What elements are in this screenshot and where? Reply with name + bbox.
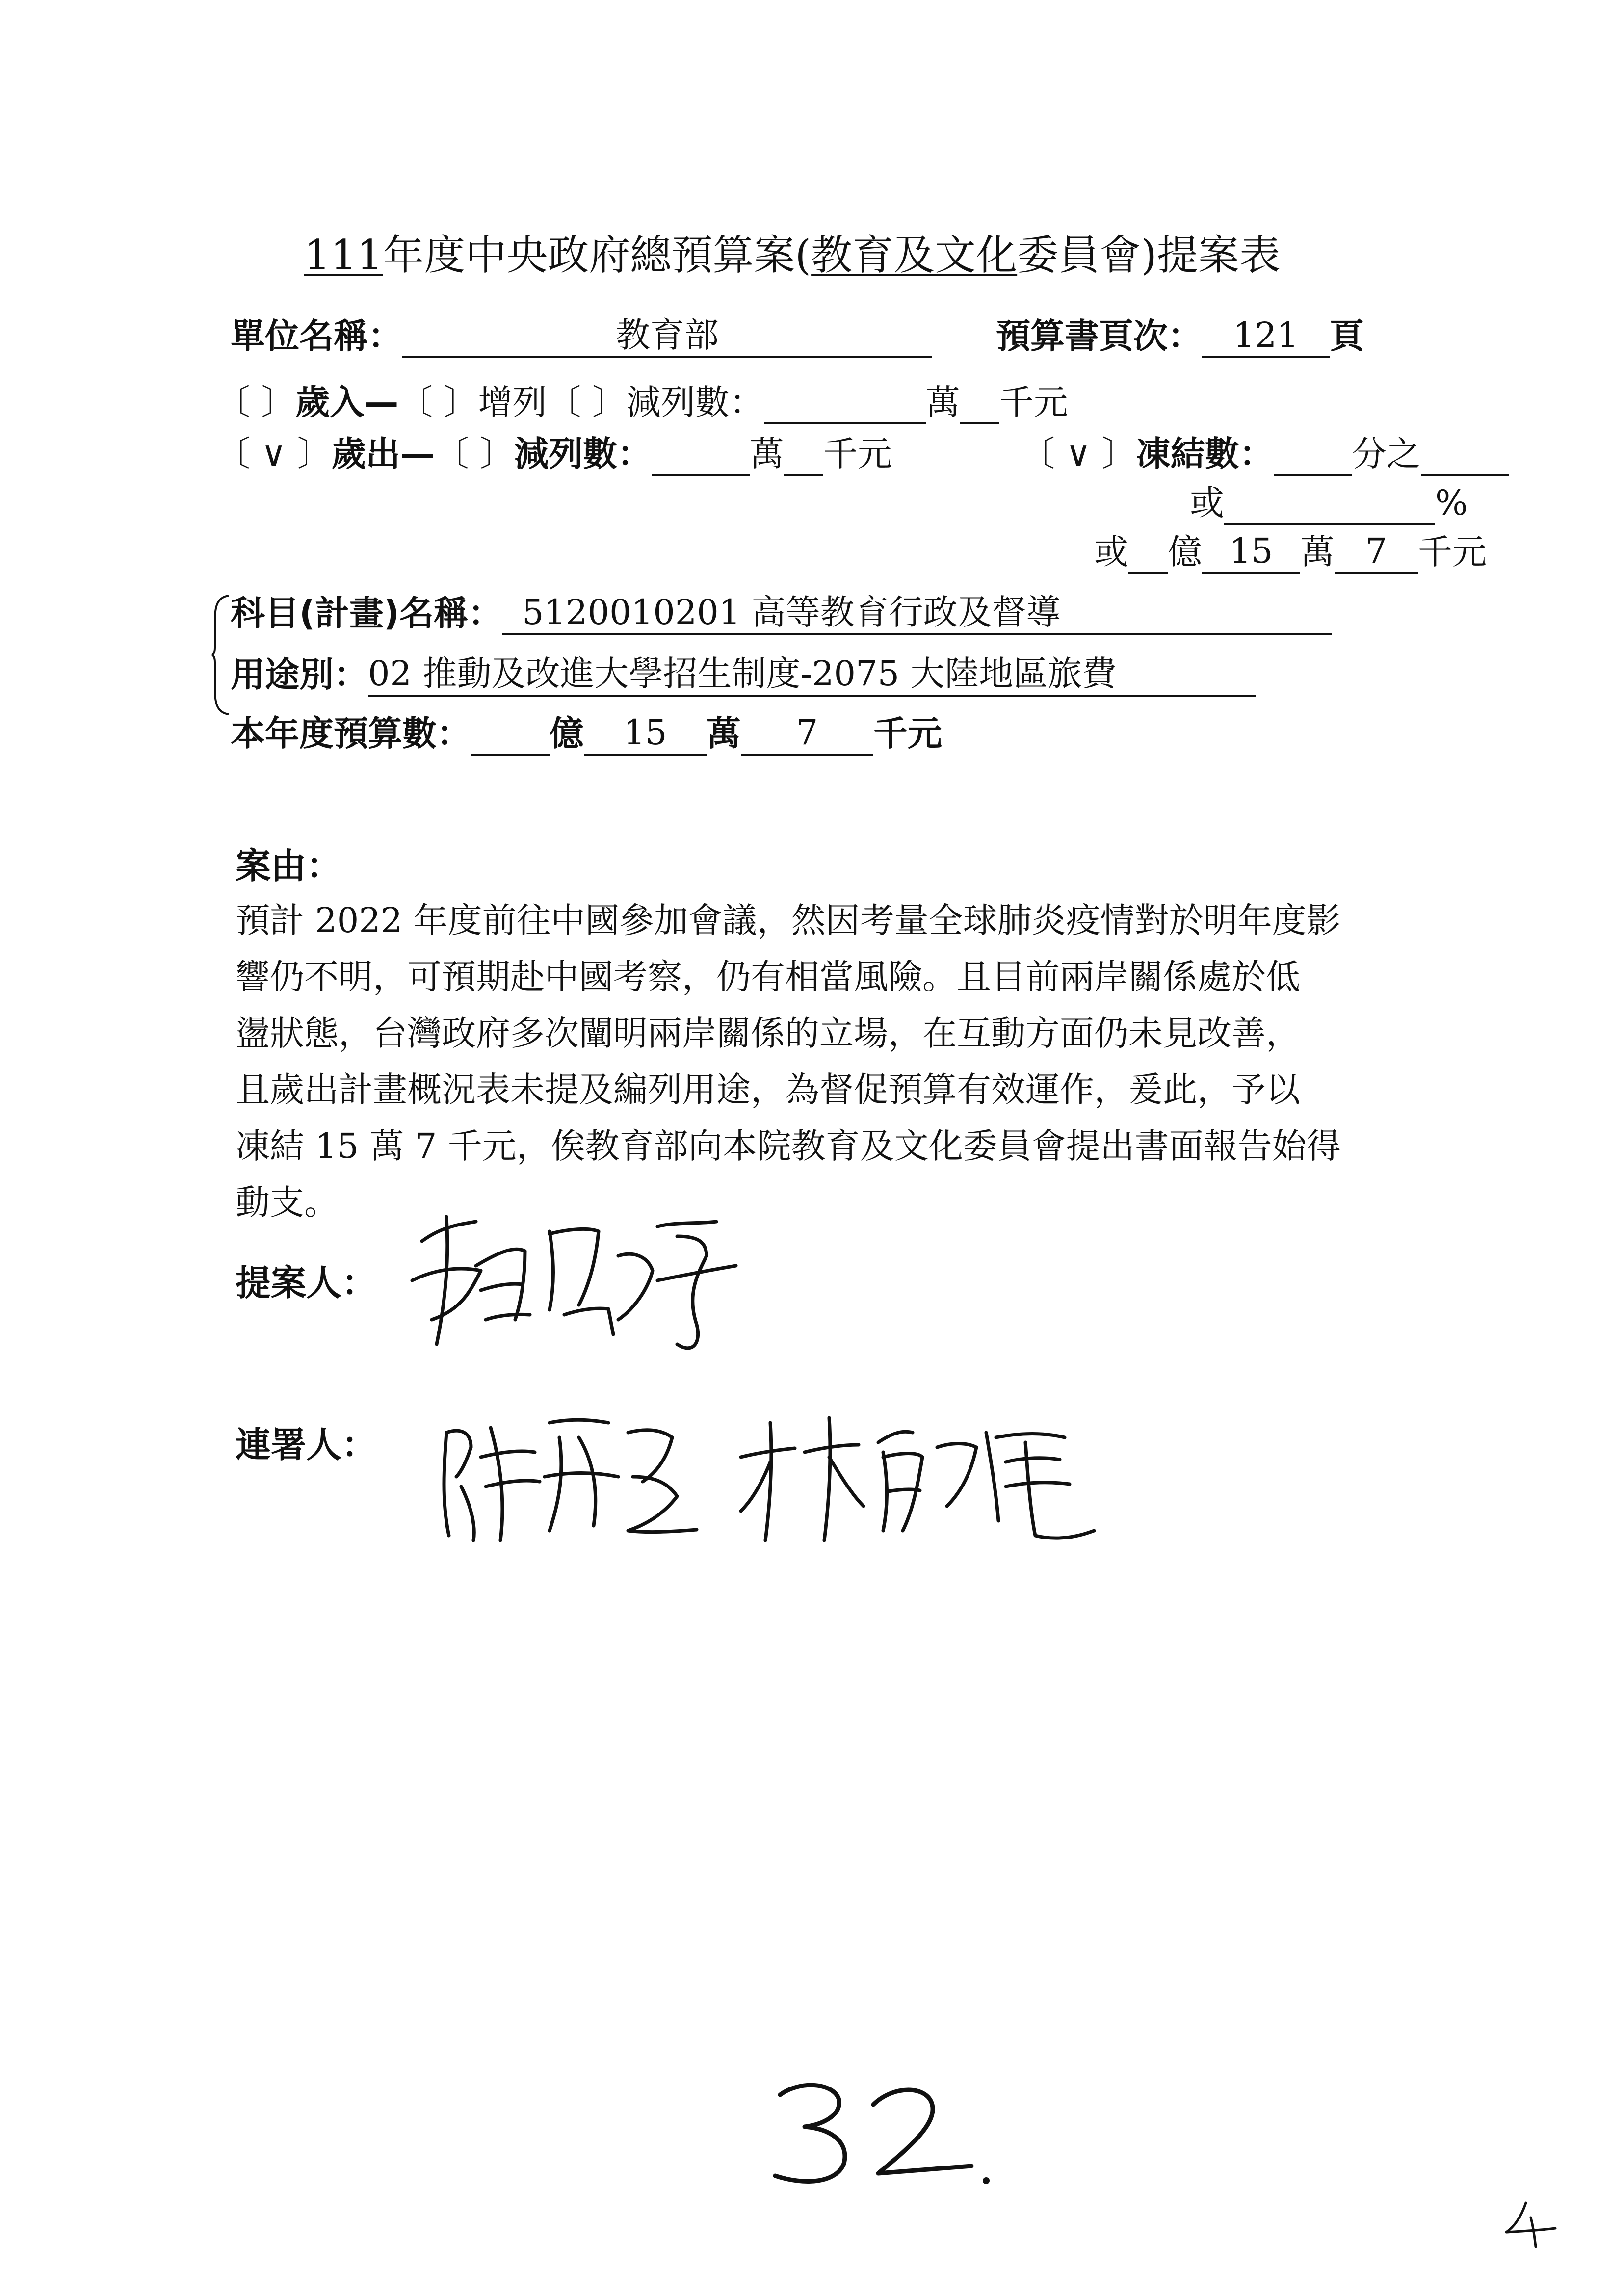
freeze-amount-row bbox=[1094, 530, 1487, 574]
freeze-qian-unit: 千元 bbox=[1418, 532, 1487, 572]
freeze-percent-sign: % bbox=[1435, 483, 1468, 523]
cosigner-label: 連署人： bbox=[236, 1424, 377, 1465]
revenue-qian-blank bbox=[960, 422, 999, 424]
reason-line: 且歲出計畫概況表未提及編列用途，為督促預算有效運作，爰此，予以 bbox=[236, 1070, 1300, 1110]
budget-yi-unit: 億 bbox=[550, 713, 584, 754]
page-ref-unit: 頁 bbox=[1330, 316, 1364, 356]
revenue-increase-checkbox: 〔 〕 bbox=[398, 382, 478, 422]
freeze-yi-blank bbox=[1128, 572, 1168, 574]
budget-row bbox=[231, 711, 942, 756]
unit-label: 單位名稱： bbox=[231, 316, 402, 356]
expenditure-wan-unit: 萬 bbox=[750, 434, 785, 474]
freeze-label: 凍結數： bbox=[1136, 434, 1274, 474]
revenue-qian-unit: 千元 bbox=[999, 382, 1068, 422]
budget-wan-value: 15 bbox=[584, 711, 707, 756]
bracket-mark bbox=[211, 594, 231, 716]
expenditure-qian-unit: 千元 bbox=[823, 434, 892, 474]
reason-line: 預計 2022 年度前往中國參加會議，然因考量全球肺炎疫情對於明年度影 bbox=[236, 900, 1341, 940]
budget-yi-blank bbox=[471, 754, 550, 756]
freeze-yi-unit: 億 bbox=[1168, 532, 1202, 572]
corner-page-number bbox=[1501, 2198, 1560, 2254]
freeze-or-label-2: 或 bbox=[1094, 532, 1128, 572]
page-ref-label: 預算書頁次： bbox=[996, 316, 1202, 356]
handwritten-page-number bbox=[760, 2070, 1016, 2200]
proposer-signature bbox=[402, 1197, 746, 1361]
freeze-percent-blank bbox=[1224, 523, 1435, 525]
freeze-denominator-blank bbox=[1274, 474, 1352, 476]
expenditure-decrease-label: 減列數： bbox=[514, 434, 652, 474]
revenue-decrease-checkbox: 〔 〕 bbox=[547, 382, 627, 422]
title-year: 111 bbox=[304, 231, 383, 279]
document-title bbox=[304, 231, 1281, 280]
title-committee: 教育及文化 bbox=[811, 231, 1018, 279]
title-suffix: 委員會)提案表 bbox=[1017, 231, 1281, 279]
cosigner-signature-2-drawing bbox=[731, 1403, 1104, 1550]
freeze-wan-value: 15 bbox=[1202, 530, 1300, 574]
reason-line: 盪狀態，台灣政府多次闡明兩岸關係的立場，在互動方面仍未見改善， bbox=[236, 1013, 1300, 1053]
expenditure-checkbox: 〔 ∨ 〕 bbox=[216, 434, 332, 474]
usage-value: 02 推動及改進大學招生制度-2075 大陸地區旅費 bbox=[368, 652, 1256, 697]
freeze-or-label-1: 或 bbox=[1190, 483, 1224, 523]
revenue-decrease-label: 減列數： bbox=[626, 382, 764, 422]
budget-label: 本年度預算數： bbox=[231, 713, 471, 754]
usage-label: 用途別： bbox=[231, 654, 368, 695]
title-prefix: 年度中央政府總預算案( bbox=[383, 231, 812, 279]
budget-wan-unit: 萬 bbox=[707, 713, 741, 754]
expenditure-qian-blank bbox=[784, 474, 823, 476]
unit-value: 教育部 bbox=[402, 314, 932, 358]
cosigner-signature-1-drawing bbox=[432, 1403, 707, 1550]
freeze-wan-unit: 萬 bbox=[1300, 532, 1335, 572]
budget-qian-value: 7 bbox=[741, 711, 873, 756]
expenditure-decrease-checkbox: 〔 〕 bbox=[434, 434, 515, 474]
proposer-signature-drawing bbox=[402, 1197, 746, 1359]
subject-value: 5120010201 高等教育行政及督導 bbox=[502, 591, 1332, 635]
cosigner-signature-2 bbox=[731, 1403, 1104, 1552]
reason-line: 凍結 15 萬 7 千元，俟教育部向本院教育及文化委員會提出書面報告始得 bbox=[236, 1126, 1341, 1166]
freeze-numerator-blank bbox=[1421, 474, 1509, 476]
reason-line: 響仍不明，可預期赴中國考察，仍有相當風險。且目前兩岸關係處於低 bbox=[236, 957, 1300, 997]
revenue-row bbox=[216, 380, 1068, 424]
freeze-row bbox=[1021, 432, 1509, 476]
proposer-label: 提案人： bbox=[236, 1262, 377, 1304]
expenditure-wan-blank bbox=[652, 474, 750, 476]
freeze-percent-row bbox=[1190, 481, 1468, 525]
revenue-wan-blank bbox=[764, 422, 926, 424]
page-ref-value: 121 bbox=[1202, 314, 1330, 358]
revenue-label: 歲入— bbox=[295, 382, 399, 422]
revenue-wan-unit: 萬 bbox=[925, 382, 960, 422]
revenue-checkbox: 〔 〕 bbox=[216, 382, 296, 422]
reason-heading: 案由： bbox=[236, 845, 342, 887]
usage-row bbox=[231, 652, 1256, 697]
cosigner-signature-1 bbox=[432, 1403, 707, 1552]
subject-row bbox=[231, 591, 1332, 635]
freeze-fraction-label: 分之 bbox=[1352, 434, 1421, 474]
freeze-checkbox: 〔 ∨ 〕 bbox=[1021, 434, 1136, 474]
handwritten-page-number-drawing bbox=[760, 2070, 1016, 2198]
corner-page-number-drawing bbox=[1501, 2198, 1560, 2252]
revenue-increase-label: 增列 bbox=[478, 382, 547, 422]
freeze-qian-value: 7 bbox=[1335, 530, 1418, 574]
expenditure-row bbox=[216, 432, 892, 476]
reason-line: 動支。 bbox=[236, 1182, 339, 1223]
unit-row bbox=[231, 314, 932, 358]
page-ref-row bbox=[996, 314, 1364, 358]
subject-label: 科目(計畫)名稱： bbox=[231, 593, 502, 633]
budget-qian-unit: 千元 bbox=[873, 713, 942, 754]
expenditure-label: 歲出— bbox=[331, 434, 435, 474]
